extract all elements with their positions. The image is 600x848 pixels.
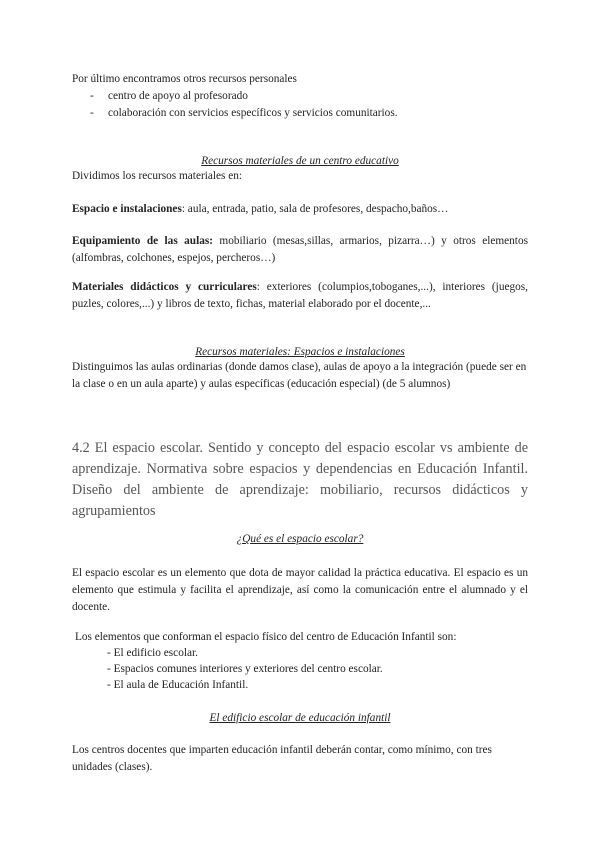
materiales-paragraph: [72, 279, 528, 313]
espacios-text: Distinguimos las aulas ordinarias (donde damos clase), aulas de apoyo a la integración (puede ser en la clase o en un aula aparte) y aulas específicas (educación especial) (de 5 alumnos): [72, 361, 527, 390]
element-item-1: - El edificio escolar.: [107, 647, 198, 659]
espacio-text: : aula, entrada, patio, sala de profesores, despacho,baños…: [181, 203, 449, 215]
definition-paragraph: El espacio escolar es un elemento que dota de mayor calidad la práctica educativa. El espacio es un elemento que estimula y facilita el aprendizaje, así como la comunicación entre el alumnado y el docente.: [72, 567, 528, 613]
intro-bullet-2: colaboración con servicios específicos y servicios comunitarios.: [108, 107, 398, 119]
bullet-marker: -: [90, 107, 94, 119]
intro-bullet-1: centro de apoyo al profesorado: [108, 90, 248, 102]
espacios-title: Recursos materiales: Espacios e instalaciones: [195, 346, 405, 358]
question-title: ¿Qué es el espacio escolar?: [236, 533, 364, 545]
element-item-2: - Espacios comunes interiores y exteriores del centro escolar.: [107, 663, 383, 675]
espacio-label: Espacio e instalaciones: [72, 203, 182, 215]
bullet-marker: -: [90, 90, 94, 102]
intro-line: Por último encontramos otros recursos personales: [72, 73, 297, 85]
espacio-paragraph: [72, 201, 528, 218]
equipamiento-paragraph: [72, 233, 528, 267]
materiales-text: : exteriores (columpios,toboganes,...), interiores (juegos, puzles, colores,...) y libros de texto, fichas, material elaborado por el docente,...: [72, 281, 528, 310]
recursos-lead: Dividimos los recursos materiales en:: [72, 170, 243, 182]
edificio-title: El edificio escolar de educación infantil: [209, 712, 391, 724]
equipamiento-text: mobiliario (mesas,sillas, armarios, pizarra…) y otros elementos (alfombras, colchones, espejos, percheros…): [72, 235, 528, 264]
materiales-label: Materiales didácticos y curriculares: [72, 281, 257, 293]
elements-intro: Los elementos que conforman el espacio físico del centro de Educación Infantil son:: [75, 631, 457, 643]
element-item-3: - El aula de Educación Infantil.: [107, 679, 249, 691]
equipamiento-label: Equipamiento de las aulas:: [72, 235, 214, 247]
recursos-title: Recursos materiales de un centro educativo: [201, 155, 399, 167]
edificio-paragraph: Los centros docentes que imparten educación infantil deberán contar, como mínimo, con tres unidades (clases).: [72, 744, 492, 773]
section-heading: 4.2 El espacio escolar. Sentido y concepto del espacio escolar vs ambiente de aprendizaje. Normativa sobre espacios y dependencias en Educación Infantil. Diseño del ambiente de aprendizaje: mobiliario, recursos didácticos y agrupamientos: [72, 440, 528, 519]
